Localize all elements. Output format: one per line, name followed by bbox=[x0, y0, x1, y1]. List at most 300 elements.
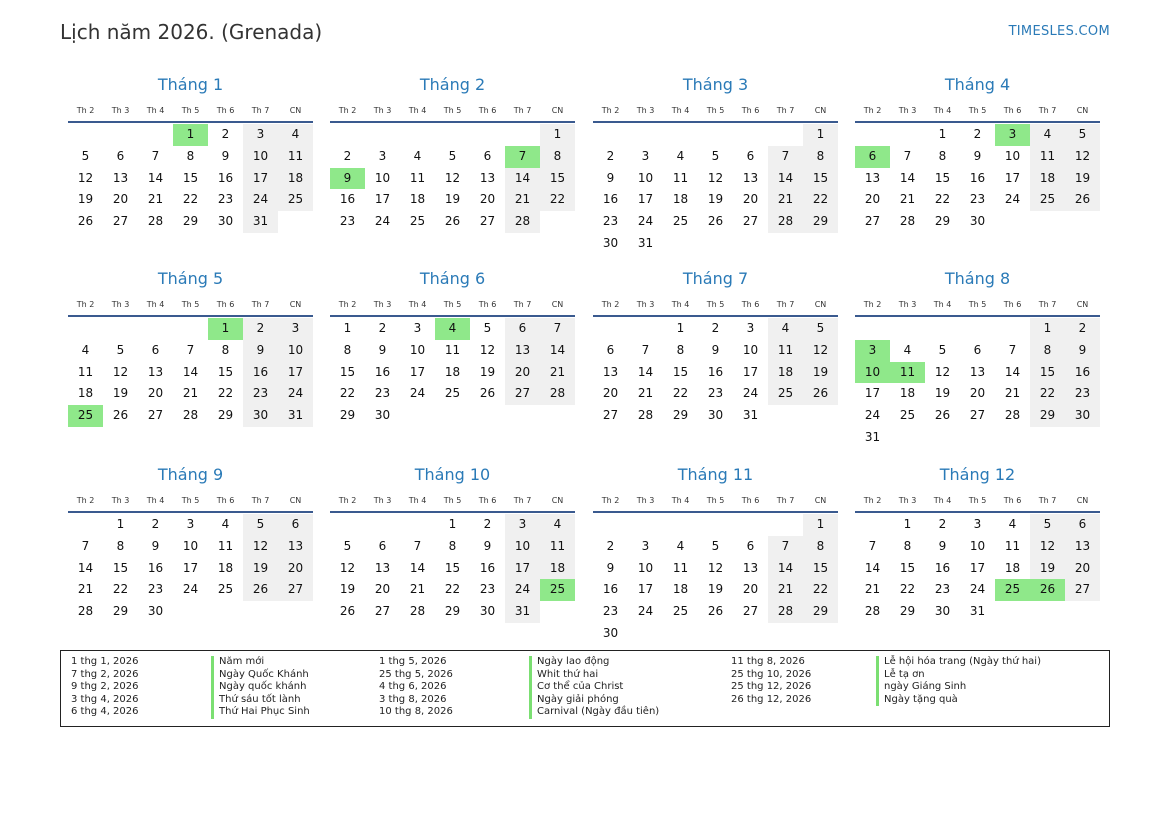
day-cell: 29 bbox=[672, 408, 689, 423]
day-cell: 12 bbox=[707, 560, 724, 575]
month-name: Tháng 8 bbox=[944, 269, 1011, 288]
empty-cell bbox=[593, 514, 628, 536]
weekday-label: Th 5 bbox=[706, 106, 725, 115]
day-cell: 14 bbox=[409, 560, 426, 575]
day-cell: 21 bbox=[182, 386, 199, 401]
day-cell: 11 bbox=[1004, 538, 1021, 553]
day-cell: 16 bbox=[147, 560, 164, 575]
weekday-label: Th 7 bbox=[776, 300, 795, 309]
day-cell: 3 bbox=[278, 318, 313, 340]
day-cell: 27 bbox=[278, 579, 313, 601]
holiday-day: 1 bbox=[173, 124, 208, 146]
day-cell: 30 bbox=[243, 405, 278, 427]
day-cell: 4 bbox=[413, 148, 422, 163]
day-cell: 8 bbox=[903, 538, 912, 553]
day-cell: 27 bbox=[742, 214, 759, 229]
day-cell: 9 bbox=[606, 170, 615, 185]
weekday-label: Th 3 bbox=[898, 106, 917, 115]
holiday-date: 3 thg 8, 2026 bbox=[379, 693, 447, 705]
month-calendar bbox=[330, 464, 575, 623]
weekday-label: Th 2 bbox=[338, 106, 357, 115]
day-cell: 19 bbox=[339, 582, 356, 597]
day-cell: 2 bbox=[938, 517, 947, 531]
day-cell: 24 bbox=[969, 582, 986, 597]
day-cell: 8 bbox=[676, 342, 685, 357]
weekday-label: Th 6 bbox=[1003, 496, 1022, 505]
holiday-name: Lễ hội hóa trang (Ngày thứ hai) bbox=[876, 656, 1041, 669]
weekday-label: Th 7 bbox=[251, 496, 270, 505]
empty-cell bbox=[593, 124, 628, 146]
day-cell: 18 bbox=[217, 560, 234, 575]
day-cell: 12 bbox=[444, 170, 461, 185]
holiday-name: Ngày Quốc Khánh bbox=[211, 669, 310, 682]
day-cell: 11 bbox=[77, 364, 94, 379]
day-cell: 17 bbox=[182, 560, 199, 575]
empty-cell bbox=[400, 124, 435, 146]
weekday-label: CN bbox=[1076, 106, 1089, 115]
day-cell: 31 bbox=[278, 405, 313, 427]
day-cell: 4 bbox=[676, 538, 685, 553]
month-calendar bbox=[593, 464, 838, 645]
empty-cell bbox=[890, 318, 925, 340]
weekday-label: Th 6 bbox=[741, 496, 760, 505]
day-cell: 12 bbox=[243, 536, 278, 558]
day-cell: 17 bbox=[1004, 170, 1021, 185]
month-calendar bbox=[593, 268, 838, 427]
day-cell: 15 bbox=[339, 364, 356, 379]
holiday-date: 25 thg 12, 2026 bbox=[731, 681, 812, 693]
empty-cell bbox=[330, 514, 365, 536]
header-rule bbox=[330, 511, 575, 513]
empty-cell bbox=[628, 318, 663, 340]
empty-cell bbox=[733, 124, 768, 146]
day-cell: 7 bbox=[768, 146, 803, 168]
day-cell: 1 bbox=[903, 517, 912, 531]
day-cell: 27 bbox=[742, 604, 759, 619]
weekday-label: Th 2 bbox=[338, 496, 357, 505]
day-cell: 15 bbox=[1030, 362, 1065, 384]
day-cell: 22 bbox=[339, 386, 356, 401]
weekday-label: CN bbox=[814, 300, 827, 309]
day-cell: 24 bbox=[637, 214, 654, 229]
holiday-name: Năm mới bbox=[211, 656, 310, 669]
empty-cell bbox=[365, 514, 400, 536]
empty-cell bbox=[330, 124, 365, 146]
day-cell: 23 bbox=[339, 214, 356, 229]
day-cell: 28 bbox=[899, 214, 916, 229]
day-cell: 8 bbox=[938, 148, 947, 163]
day-cell: 29 bbox=[444, 604, 461, 619]
day-cell: 1 bbox=[116, 517, 125, 531]
weekday-label: Th 6 bbox=[1003, 106, 1022, 115]
weekday-label: Th 3 bbox=[373, 106, 392, 115]
day-cell: 16 bbox=[969, 170, 986, 185]
day-cell: 25 bbox=[768, 383, 803, 405]
day-cell: 18 bbox=[444, 364, 461, 379]
day-cell: 20 bbox=[742, 582, 759, 597]
month-name: Tháng 9 bbox=[157, 465, 224, 484]
day-cell: 19 bbox=[243, 558, 278, 580]
site-link[interactable]: TIMESLES.COM bbox=[1008, 24, 1110, 39]
day-cell: 7 bbox=[903, 148, 912, 163]
weekday-label: Th 5 bbox=[443, 496, 462, 505]
day-cell: 26 bbox=[112, 408, 129, 423]
day-cell: 15 bbox=[899, 560, 916, 575]
empty-cell bbox=[593, 318, 628, 340]
day-cell: 9 bbox=[938, 538, 947, 553]
day-cell: 28 bbox=[77, 604, 94, 619]
day-cell: 4 bbox=[81, 342, 90, 357]
day-cell: 30 bbox=[969, 214, 986, 229]
day-cell: 13 bbox=[112, 170, 129, 185]
day-cell: 6 bbox=[606, 342, 615, 357]
weekday-label: Th 5 bbox=[443, 106, 462, 115]
day-cell: 31 bbox=[864, 429, 881, 444]
weekday-label: Th 3 bbox=[898, 300, 917, 309]
day-cell: 10 bbox=[278, 340, 313, 362]
day-cell: 9 bbox=[221, 148, 230, 163]
day-cell: 1 bbox=[803, 124, 838, 146]
weekday-label: Th 4 bbox=[146, 300, 165, 309]
empty-cell bbox=[68, 514, 103, 536]
weekday-label: Th 3 bbox=[111, 106, 130, 115]
empty-cell bbox=[855, 318, 890, 340]
day-cell: 31 bbox=[969, 604, 986, 619]
day-cell: 10 bbox=[182, 538, 199, 553]
header-rule bbox=[855, 315, 1100, 317]
weekday-label: Th 5 bbox=[706, 496, 725, 505]
day-cell: 12 bbox=[934, 364, 951, 379]
month-name: Tháng 1 bbox=[157, 75, 224, 94]
day-cell: 29 bbox=[217, 408, 234, 423]
day-cell: 10 bbox=[1004, 148, 1021, 163]
day-cell: 21 bbox=[864, 582, 881, 597]
empty-cell bbox=[890, 124, 925, 146]
day-cell: 31 bbox=[243, 211, 278, 233]
day-cell: 25 bbox=[444, 386, 461, 401]
day-cell: 18 bbox=[672, 582, 689, 597]
weekday-label: CN bbox=[814, 106, 827, 115]
day-cell: 11 bbox=[444, 342, 461, 357]
day-cell: 23 bbox=[1065, 383, 1100, 405]
day-cell: 5 bbox=[116, 342, 125, 357]
day-cell: 31 bbox=[505, 601, 540, 623]
holiday-name: Ngày quốc khánh bbox=[211, 681, 310, 694]
day-cell: 8 bbox=[343, 342, 352, 357]
day-cell: 20 bbox=[479, 192, 496, 207]
day-cell: 22 bbox=[803, 579, 838, 601]
header-rule bbox=[593, 121, 838, 123]
day-cell: 16 bbox=[602, 192, 619, 207]
day-cell: 17 bbox=[637, 582, 654, 597]
day-cell: 29 bbox=[803, 601, 838, 623]
weekday-label: Th 4 bbox=[408, 496, 427, 505]
day-cell: 3 bbox=[413, 321, 422, 335]
day-cell: 14 bbox=[182, 364, 199, 379]
holiday-date: 1 thg 1, 2026 bbox=[71, 656, 139, 667]
weekday-label: CN bbox=[289, 496, 302, 505]
day-cell: 15 bbox=[672, 364, 689, 379]
day-cell: 26 bbox=[479, 386, 496, 401]
day-cell: 29 bbox=[803, 211, 838, 233]
day-cell: 28 bbox=[864, 604, 881, 619]
empty-cell bbox=[68, 318, 103, 340]
day-cell: 18 bbox=[1030, 168, 1065, 190]
header-rule bbox=[68, 121, 313, 123]
holiday-name: Cơ thể của Christ bbox=[529, 681, 659, 694]
legend-dates-col3 bbox=[731, 656, 811, 706]
weekday-label: Th 4 bbox=[933, 496, 952, 505]
day-cell: 6 bbox=[278, 514, 313, 536]
day-cell: 13 bbox=[374, 560, 391, 575]
empty-cell bbox=[68, 124, 103, 146]
day-cell: 14 bbox=[864, 560, 881, 575]
day-cell: 23 bbox=[969, 192, 986, 207]
day-cell: 9 bbox=[606, 560, 615, 575]
day-cell: 4 bbox=[540, 514, 575, 536]
empty-cell bbox=[103, 318, 138, 340]
weekday-label: Th 7 bbox=[1038, 496, 1057, 505]
day-cell: 2 bbox=[151, 517, 160, 531]
day-cell: 30 bbox=[147, 604, 164, 619]
day-cell: 18 bbox=[768, 362, 803, 384]
day-cell: 13 bbox=[147, 364, 164, 379]
holiday-date: 26 thg 12, 2026 bbox=[731, 693, 812, 705]
day-cell: 12 bbox=[803, 340, 838, 362]
day-cell: 9 bbox=[711, 342, 720, 357]
empty-cell bbox=[628, 124, 663, 146]
page-title: Lịch năm 2026. (Grenada) bbox=[60, 20, 323, 44]
legend-names-col1 bbox=[211, 656, 310, 719]
weekday-label: Th 5 bbox=[181, 496, 200, 505]
holiday-name: Carnival (Ngày đầu tiên) bbox=[529, 706, 659, 719]
month-calendar bbox=[68, 74, 313, 233]
day-cell: 1 bbox=[803, 514, 838, 536]
day-cell: 20 bbox=[278, 558, 313, 580]
day-cell: 6 bbox=[973, 342, 982, 357]
day-cell: 23 bbox=[217, 192, 234, 207]
weekday-label: Th 6 bbox=[216, 106, 235, 115]
day-cell: 19 bbox=[479, 364, 496, 379]
day-cell: 19 bbox=[707, 582, 724, 597]
day-cell: 11 bbox=[278, 146, 313, 168]
day-cell: 6 bbox=[378, 538, 387, 553]
holiday-name: Whit thứ hai bbox=[529, 669, 659, 682]
empty-cell bbox=[103, 124, 138, 146]
weekday-label: CN bbox=[551, 106, 564, 115]
day-cell: 22 bbox=[934, 192, 951, 207]
day-cell: 15 bbox=[803, 168, 838, 190]
day-cell: 12 bbox=[479, 342, 496, 357]
empty-cell bbox=[855, 124, 890, 146]
month-name: Tháng 11 bbox=[677, 465, 754, 484]
day-cell: 1 bbox=[540, 124, 575, 146]
day-cell: 19 bbox=[112, 386, 129, 401]
day-cell: 26 bbox=[243, 579, 278, 601]
header-rule bbox=[855, 511, 1100, 513]
day-cell: 30 bbox=[374, 408, 391, 423]
weekday-label: Th 7 bbox=[776, 106, 795, 115]
weekday-label: Th 4 bbox=[671, 496, 690, 505]
empty-cell bbox=[365, 124, 400, 146]
day-cell: 14 bbox=[540, 340, 575, 362]
day-cell: 4 bbox=[221, 517, 230, 531]
holiday-day: 3 bbox=[995, 124, 1030, 146]
day-cell: 3 bbox=[973, 517, 982, 531]
day-cell: 11 bbox=[409, 170, 426, 185]
day-cell: 17 bbox=[637, 192, 654, 207]
day-cell: 13 bbox=[602, 364, 619, 379]
day-cell: 6 bbox=[746, 538, 755, 553]
weekday-label: Th 6 bbox=[741, 106, 760, 115]
day-cell: 6 bbox=[151, 342, 160, 357]
day-cell: 27 bbox=[864, 214, 881, 229]
day-cell: 21 bbox=[768, 189, 803, 211]
day-cell: 11 bbox=[1030, 146, 1065, 168]
day-cell: 3 bbox=[641, 538, 650, 553]
weekday-label: Th 6 bbox=[216, 496, 235, 505]
day-cell: 11 bbox=[217, 538, 234, 553]
day-cell: 12 bbox=[112, 364, 129, 379]
holiday-name: Ngày giải phóng bbox=[529, 694, 659, 707]
header-rule bbox=[330, 121, 575, 123]
holiday-day: 1 bbox=[208, 318, 243, 340]
weekday-label: Th 5 bbox=[968, 300, 987, 309]
day-cell: 29 bbox=[112, 604, 129, 619]
day-cell: 26 bbox=[444, 214, 461, 229]
day-cell: 1 bbox=[343, 321, 352, 335]
header-rule bbox=[855, 121, 1100, 123]
weekday-label: Th 5 bbox=[181, 300, 200, 309]
day-cell: 8 bbox=[1030, 340, 1065, 362]
empty-cell bbox=[925, 318, 960, 340]
day-cell: 25 bbox=[1030, 189, 1065, 211]
day-cell: 14 bbox=[768, 168, 803, 190]
weekday-label: CN bbox=[551, 496, 564, 505]
day-cell: 8 bbox=[803, 146, 838, 168]
day-cell: 2 bbox=[243, 318, 278, 340]
empty-cell bbox=[400, 514, 435, 536]
holiday-date: 9 thg 2, 2026 bbox=[71, 681, 139, 693]
day-cell: 30 bbox=[1065, 405, 1100, 427]
day-cell: 8 bbox=[803, 536, 838, 558]
day-cell: 27 bbox=[374, 604, 391, 619]
day-cell: 11 bbox=[672, 170, 689, 185]
day-cell: 20 bbox=[112, 192, 129, 207]
day-cell: 23 bbox=[147, 582, 164, 597]
weekday-label: CN bbox=[289, 106, 302, 115]
month-calendar bbox=[855, 74, 1100, 233]
weekday-label: Th 4 bbox=[933, 106, 952, 115]
day-cell: 5 bbox=[448, 148, 457, 163]
day-cell: 17 bbox=[742, 364, 759, 379]
day-cell: 10 bbox=[374, 170, 391, 185]
weekday-label: Th 5 bbox=[443, 300, 462, 309]
day-cell: 1 bbox=[448, 517, 457, 531]
weekday-label: Th 2 bbox=[601, 496, 620, 505]
day-cell: 27 bbox=[147, 408, 164, 423]
day-cell: 25 bbox=[672, 604, 689, 619]
day-cell: 10 bbox=[243, 146, 278, 168]
day-cell: 24 bbox=[278, 383, 313, 405]
day-cell: 8 bbox=[221, 342, 230, 357]
day-cell: 29 bbox=[182, 214, 199, 229]
empty-cell bbox=[663, 124, 698, 146]
day-cell: 29 bbox=[899, 604, 916, 619]
empty-cell bbox=[173, 318, 208, 340]
day-cell: 18 bbox=[899, 386, 916, 401]
day-cell: 8 bbox=[540, 146, 575, 168]
day-cell: 14 bbox=[899, 170, 916, 185]
day-cell: 20 bbox=[742, 192, 759, 207]
day-cell: 5 bbox=[711, 538, 720, 553]
day-cell: 28 bbox=[505, 211, 540, 233]
holiday-date: 25 thg 5, 2026 bbox=[379, 668, 453, 680]
day-cell: 16 bbox=[339, 192, 356, 207]
day-cell: 2 bbox=[973, 127, 982, 141]
weekday-label: CN bbox=[1076, 300, 1089, 309]
day-cell: 20 bbox=[969, 386, 986, 401]
day-cell: 12 bbox=[707, 170, 724, 185]
day-cell: 20 bbox=[1065, 558, 1100, 580]
weekday-label: CN bbox=[814, 496, 827, 505]
day-cell: 20 bbox=[505, 362, 540, 384]
day-cell: 13 bbox=[505, 340, 540, 362]
day-cell: 19 bbox=[444, 192, 461, 207]
day-cell: 6 bbox=[1065, 514, 1100, 536]
day-cell: 11 bbox=[768, 340, 803, 362]
day-cell: 13 bbox=[278, 536, 313, 558]
day-cell: 2 bbox=[343, 148, 352, 163]
header-rule bbox=[593, 315, 838, 317]
day-cell: 10 bbox=[637, 560, 654, 575]
day-cell: 8 bbox=[186, 148, 195, 163]
day-cell: 18 bbox=[409, 192, 426, 207]
day-cell: 4 bbox=[278, 124, 313, 146]
holiday-day: 3 bbox=[855, 340, 890, 362]
weekday-label: Th 7 bbox=[251, 300, 270, 309]
day-cell: 2 bbox=[1065, 318, 1100, 340]
weekday-label: Th 4 bbox=[408, 300, 427, 309]
weekday-label: Th 7 bbox=[513, 106, 532, 115]
day-cell: 2 bbox=[606, 148, 615, 163]
day-cell: 17 bbox=[505, 558, 540, 580]
weekday-label: Th 5 bbox=[968, 106, 987, 115]
header-rule bbox=[330, 315, 575, 317]
day-cell: 3 bbox=[505, 514, 540, 536]
day-cell: 10 bbox=[637, 170, 654, 185]
holiday-name: Thứ sáu tốt lành bbox=[211, 694, 310, 707]
day-cell: 17 bbox=[864, 386, 881, 401]
day-cell: 5 bbox=[1065, 124, 1100, 146]
holiday-legend bbox=[60, 650, 1110, 727]
empty-cell bbox=[995, 318, 1030, 340]
holiday-date: 3 thg 4, 2026 bbox=[71, 693, 139, 705]
month-calendar bbox=[330, 268, 575, 427]
day-cell: 10 bbox=[409, 342, 426, 357]
holiday-name: Ngày tặng quà bbox=[876, 694, 1041, 707]
weekday-label: Th 2 bbox=[863, 106, 882, 115]
month-name: Tháng 10 bbox=[414, 465, 491, 484]
day-cell: 22 bbox=[444, 582, 461, 597]
day-cell: 24 bbox=[505, 579, 540, 601]
holiday-date: 4 thg 6, 2026 bbox=[379, 681, 447, 693]
empty-cell bbox=[138, 318, 173, 340]
weekday-label: Th 2 bbox=[338, 300, 357, 309]
day-cell: 23 bbox=[602, 604, 619, 619]
day-cell: 20 bbox=[602, 386, 619, 401]
day-cell: 23 bbox=[374, 386, 391, 401]
